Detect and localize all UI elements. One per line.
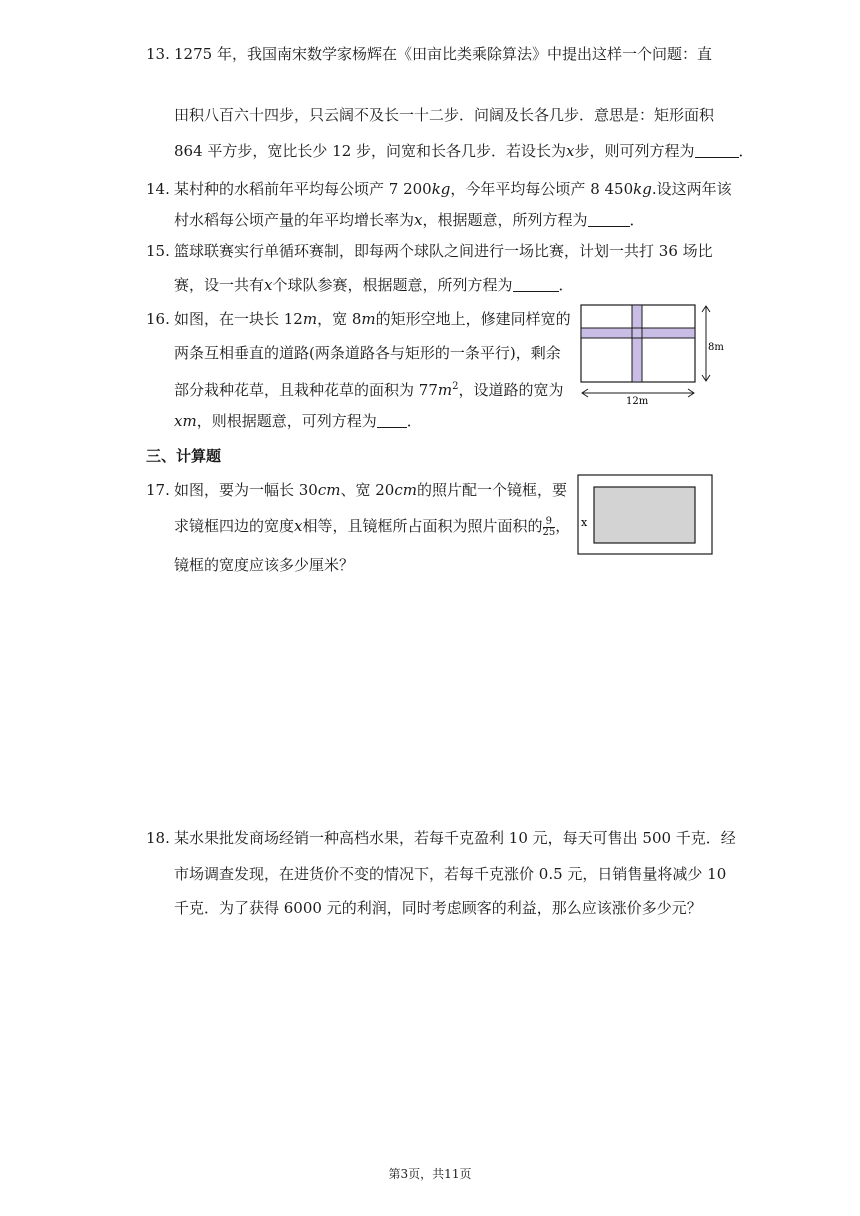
photo-rectangle: [594, 487, 695, 543]
question-14-line-1: 某村种的水稻前年平均每公顷产 7 200kg，今年平均每公顷产 8 450kg.设这两年该: [174, 180, 732, 198]
question-16-line-2: 两条互相垂直的道路(两条道路各与矩形的一条平行)，剩余: [174, 344, 561, 362]
question-16-line-4: xm，则根据题意，可列方程为 ．: [174, 412, 422, 430]
question-number: 17.: [146, 481, 170, 499]
road-diagram: [576, 300, 726, 408]
question-13-line-1: 1275 年，我国南宋数学家杨辉在《田亩比类乘除算法》中提出这样一个问题：直: [174, 45, 712, 63]
question-17-line-1: 如图，要为一幅长 30cm、宽 20cm的照片配一个镜框，要: [174, 481, 567, 499]
question-14-line-2: 村水稻每公顷产量的年平均增长率为x，根据题意，所列方程为 ．: [174, 211, 645, 229]
question-number: 13.: [146, 45, 170, 63]
question-15-line-2: 赛，设一共有x个球队参赛，根据题意，所列方程为 ．: [174, 276, 574, 294]
photo-frame-diagram: [576, 473, 716, 557]
question-number: 14.: [146, 180, 170, 198]
question-16-line-1: 如图，在一块长 12m，宽 8m的矩形空地上，修建同样宽的: [174, 310, 571, 328]
question-16-line-3: 部分栽种花草，且栽种花草的面积为 $77m^2$，设道路的宽为: [174, 381, 564, 399]
question-13-line-2: 田积八百六十四步，只云阔不及长一十二步．问阔及长各几步．意思是：矩形面积: [174, 106, 715, 124]
answer-blank[interactable]: [513, 277, 559, 292]
frame-width-label: x: [581, 516, 588, 529]
fraction: $\frac{9}{25}$: [542, 515, 556, 538]
page-footer: 第3页，共11页: [388, 1167, 472, 1181]
question-15-line-1: 篮球联赛实行单循环赛制，即每两个球队之间进行一场比赛，计划一共打 36 场比: [174, 242, 713, 260]
vertical-road: [632, 305, 642, 382]
question-number: 16.: [146, 310, 170, 328]
section-heading: 三、计算题: [146, 447, 222, 465]
question-17-line-3: 镜框的宽度应该多少厘米？: [174, 556, 355, 574]
height-label: 8m: [708, 342, 724, 353]
question-number: 15.: [146, 242, 170, 260]
question-17-line-2: 求镜框四边的宽度x相等，且镜框所占面积为照片面积的 $\frac{9}{25}$ ，: [174, 515, 571, 538]
question-18-line-2: 市场调查发现，在进货价不变的情况下，若每千克涨价 0.5 元，日销售量将减少 10: [174, 865, 727, 883]
question-number: 18.: [146, 829, 170, 847]
answer-blank[interactable]: [377, 413, 407, 428]
answer-blank[interactable]: [588, 212, 630, 227]
question-18-line-3: 千克．为了获得 6000 元的利润，同时考虑顾客的利益，那么应该涨价多少元？: [174, 899, 702, 917]
question-18-line-1: 某水果批发商场经销一种高档水果，若每千克盈利 10 元，每天可售出 500 千克．经: [174, 829, 736, 847]
width-label: 12m: [626, 396, 649, 407]
answer-blank[interactable]: [695, 143, 739, 158]
question-13-line-3: 864 平方步，宽比长少 12 步，问宽和长各几步．若设长为x步，则可列方程为 ．: [174, 142, 754, 160]
